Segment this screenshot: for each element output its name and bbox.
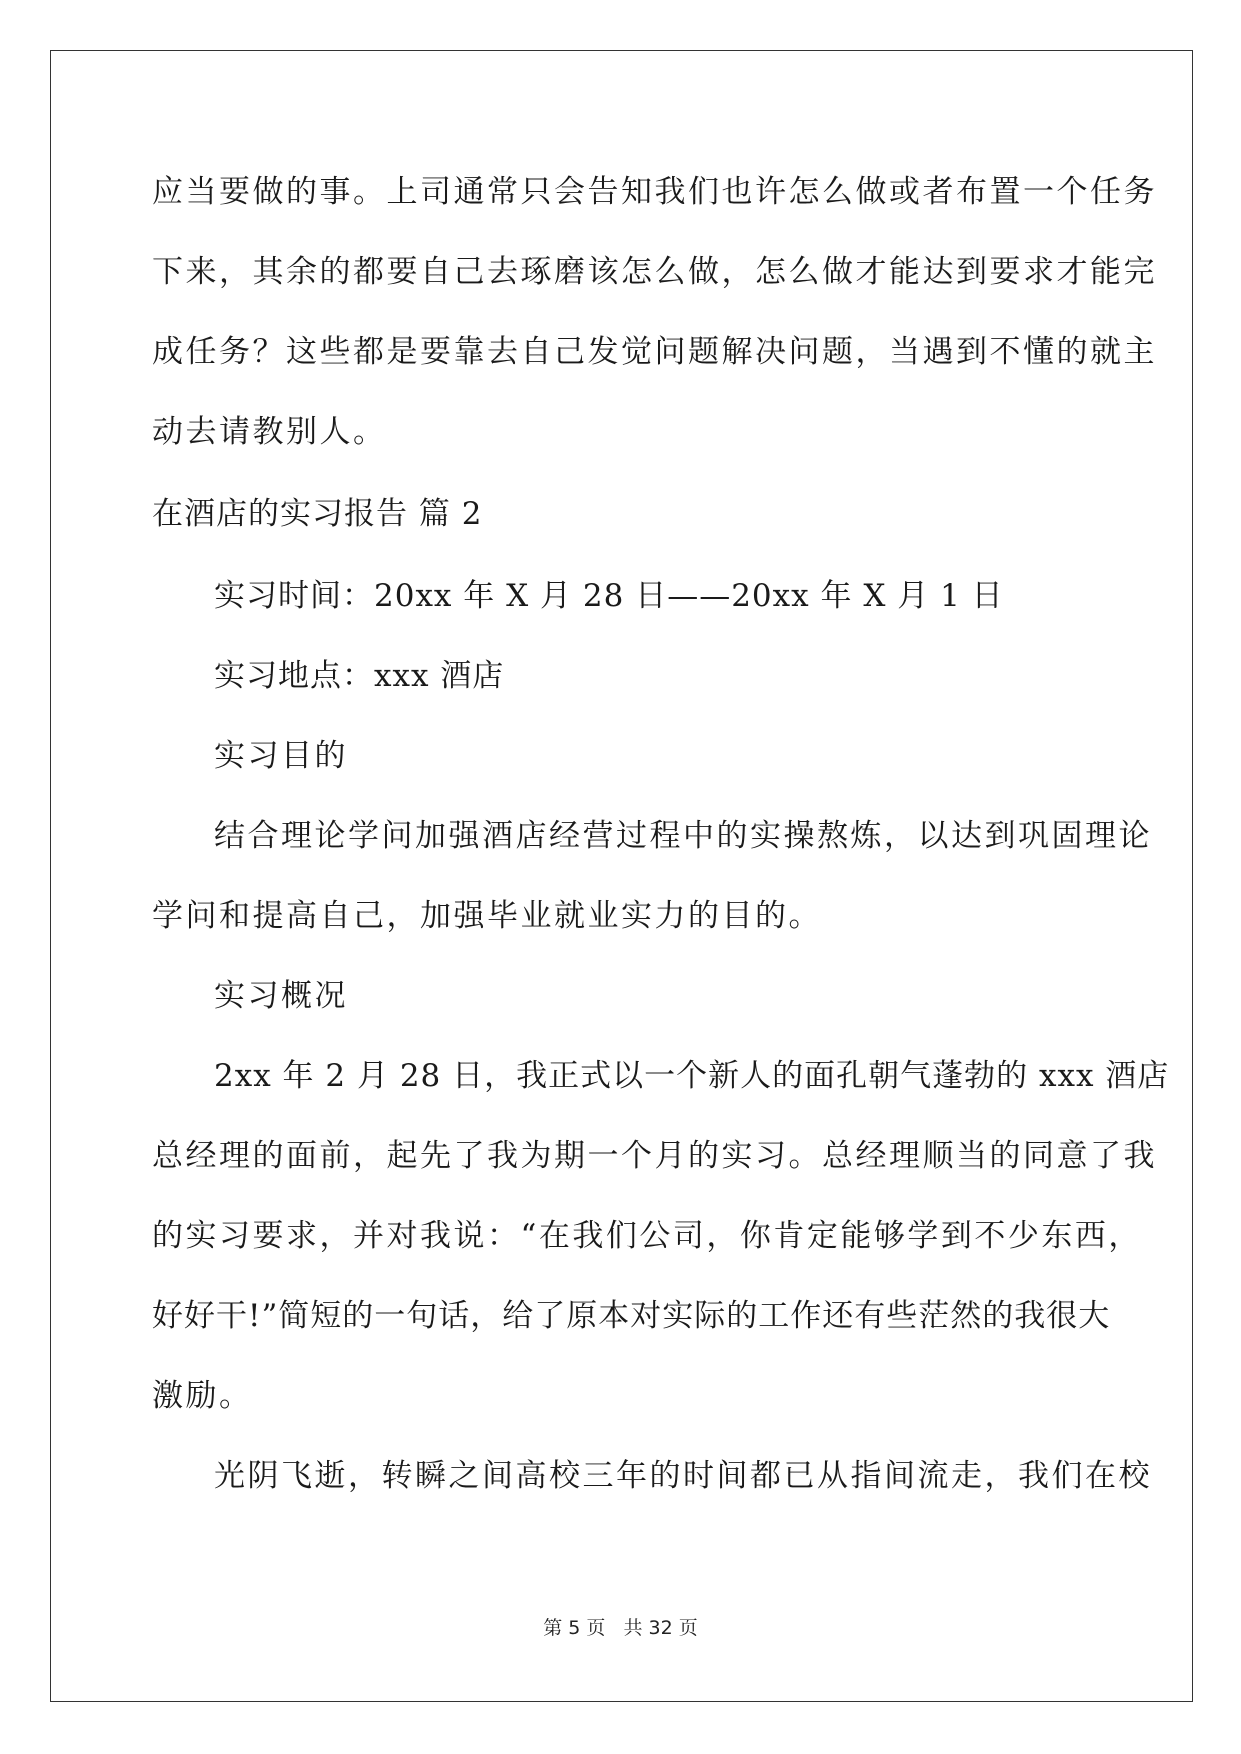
section-heading: 在酒店的实习报告 篇 2 [152,496,483,532]
page-border [50,50,1193,1702]
body-line: 2xx 年 2 月 28 日，我正式以一个新人的面孔朝气蓬勃的 xxx 酒店 [214,1058,1170,1094]
body-line: 应当要做的事。上司通常只会告知我们也许怎么做或者布置一个任务 [152,174,1157,210]
page-footer [0,1616,1241,1640]
body-line: 成任务？这些都是要靠去自己发觉问题解决问题，当遇到不懂的就主 [152,334,1157,370]
body-line: 总经理的面前，起先了我为期一个月的实习。总经理顺当的同意了我 [152,1138,1157,1174]
page-total: 共 32 页 [623,1617,698,1639]
body-line: 动去请教别人。 [152,414,387,450]
internship-location: 实习地点：xxx 酒店 [214,658,505,694]
body-line: 学问和提高自己，加强毕业就业实力的目的。 [152,898,822,934]
subheading-purpose: 实习目的 [214,738,348,774]
body-line: 结合理论学问加强酒店经营过程中的实操熬炼，以达到巩固理论 [214,818,1152,854]
body-line: 激励。 [152,1378,253,1414]
subheading-overview: 实习概况 [214,978,348,1014]
body-line: 下来，其余的都要自己去琢磨该怎么做，怎么做才能达到要求才能完 [152,254,1157,290]
body-line: 好好干!”简短的一句话，给了原本对实际的工作还有些茫然的我很大 [152,1298,1111,1334]
body-line: 的实习要求，并对我说：“在我们公司，你肯定能够学到不少东西， [152,1218,1142,1254]
body-line: 光阴飞逝，转瞬之间高校三年的时间都已从指间流走，我们在校 [214,1458,1152,1494]
internship-time: 实习时间：20xx 年 X 月 28 日——20xx 年 X 月 1 日 [214,578,1004,614]
page-number: 第 5 页 [543,1617,606,1639]
